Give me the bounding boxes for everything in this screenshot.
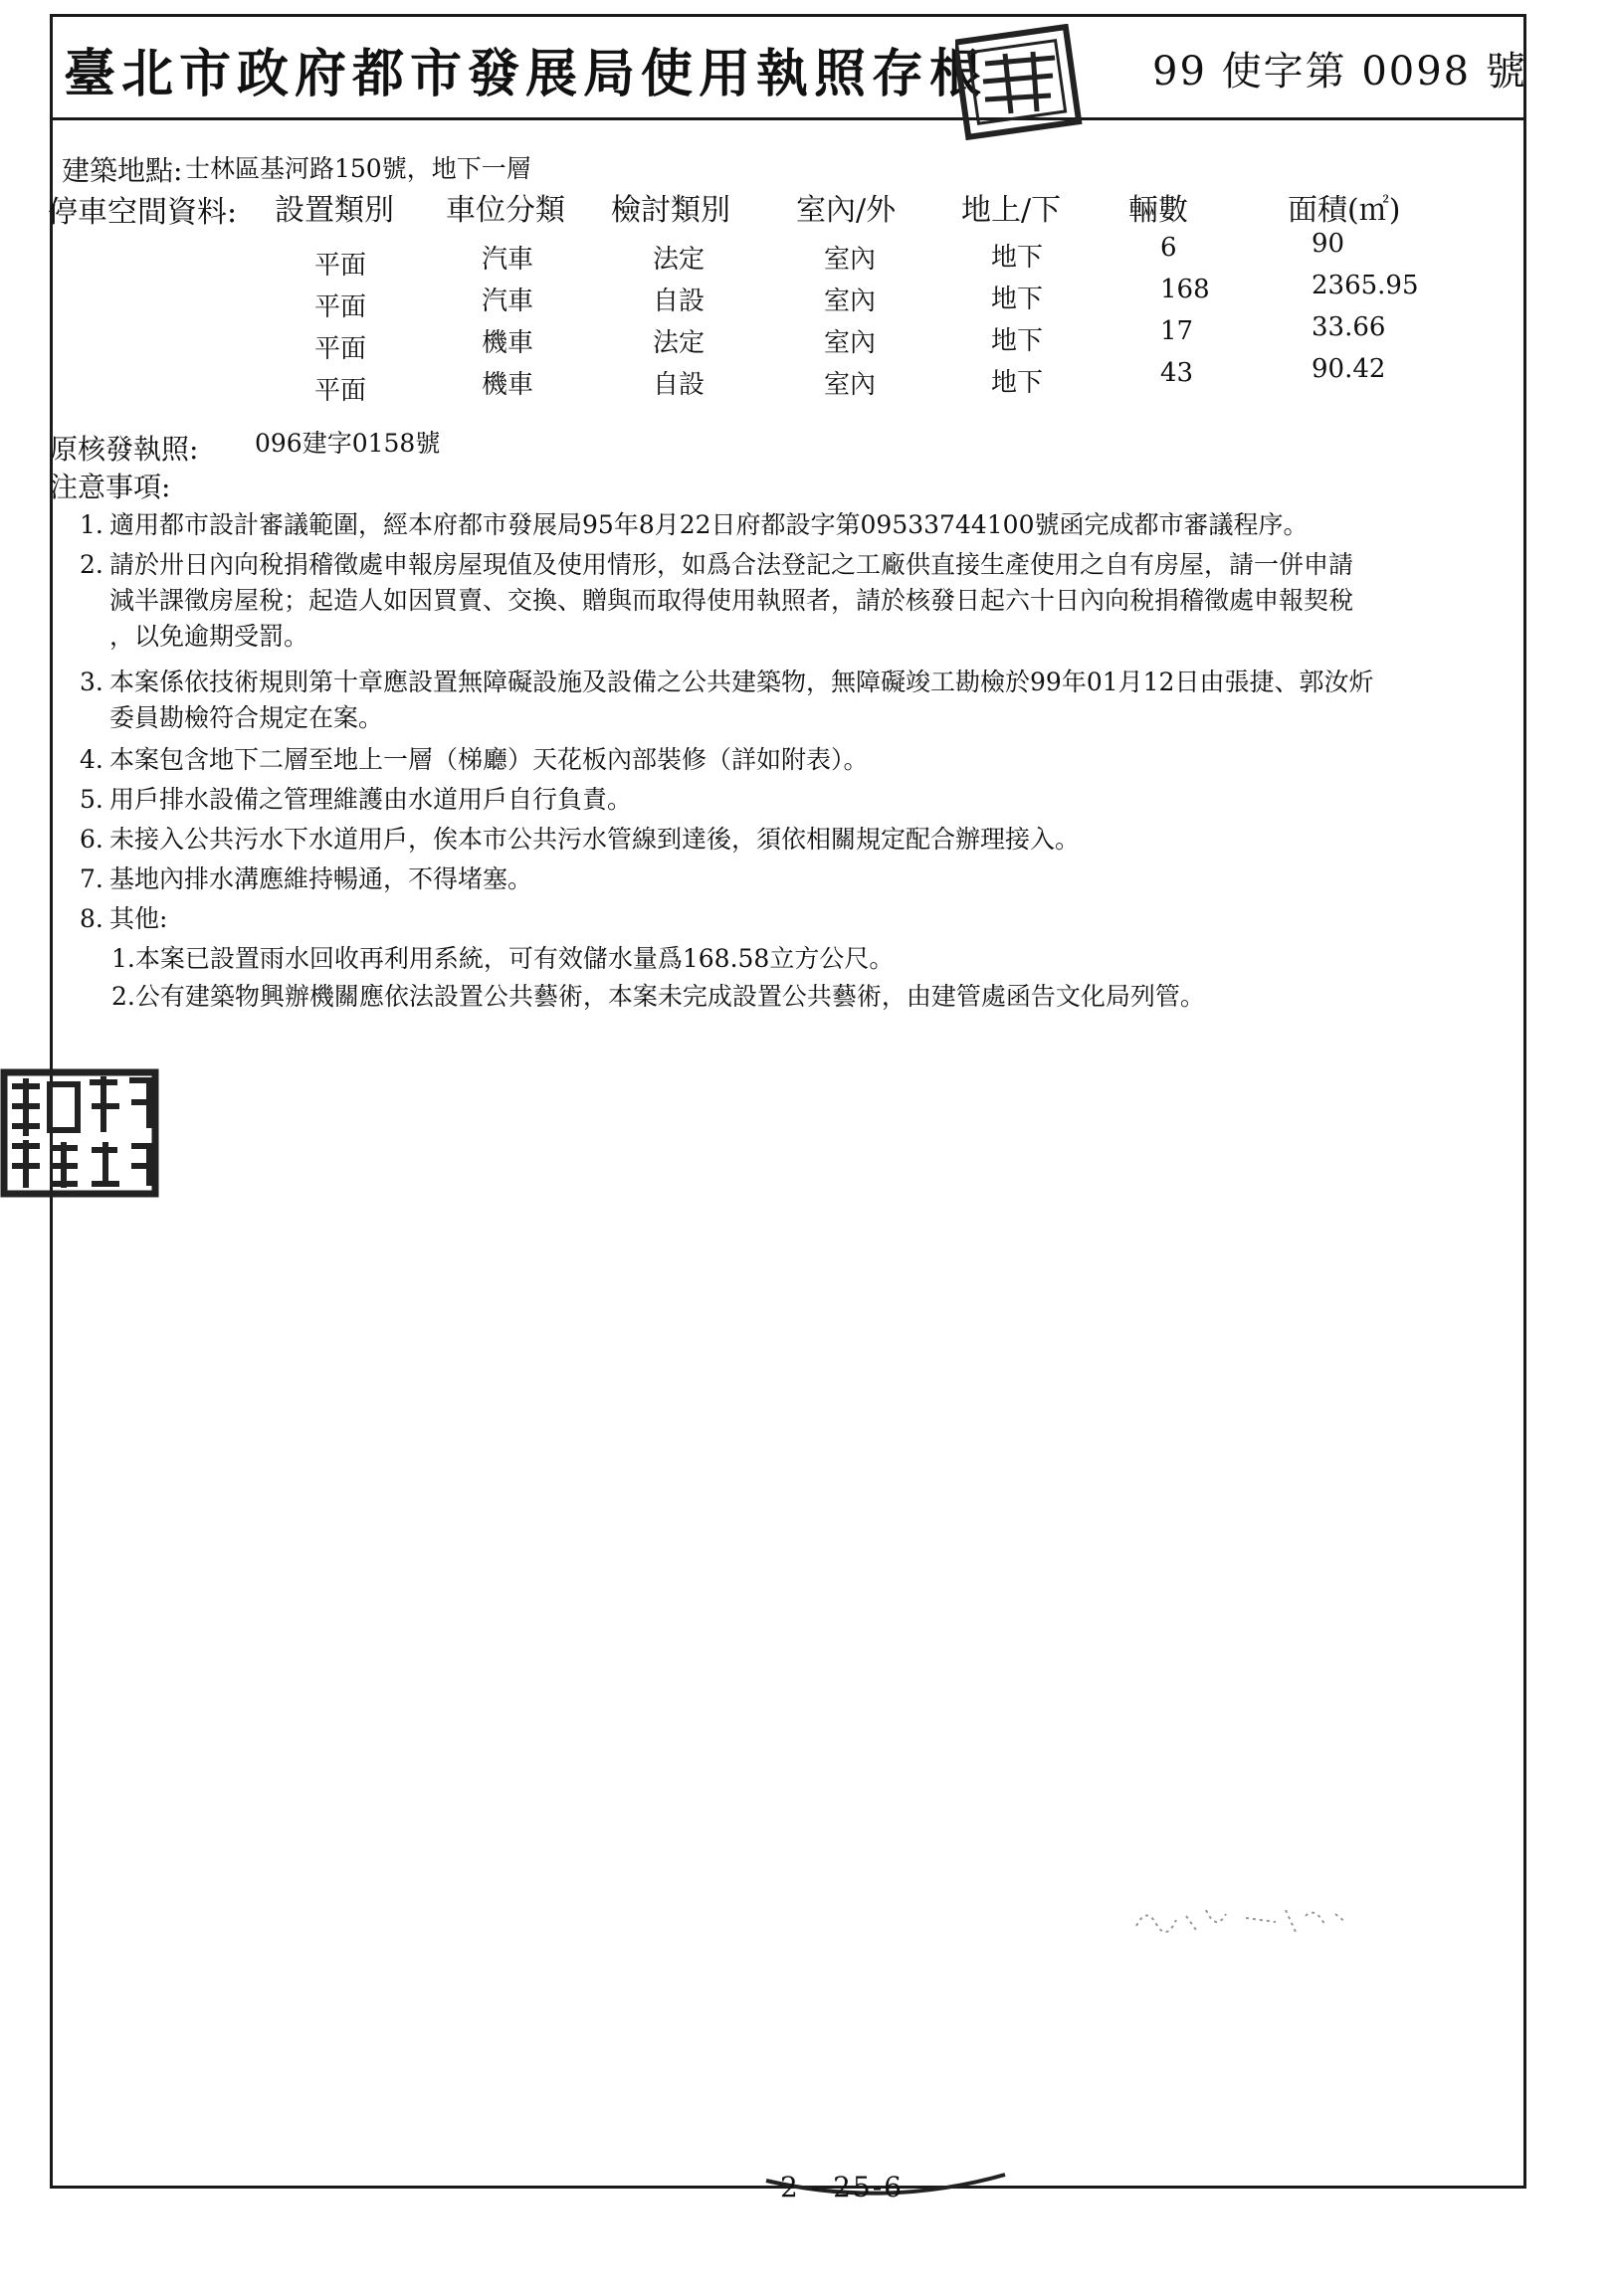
table-cell: 法定 — [653, 245, 706, 275]
table-cell: 33.66 — [1312, 312, 1386, 342]
table-cell: 90.42 — [1312, 354, 1386, 384]
table-cell: 法定 — [653, 328, 706, 358]
note-number: 5. — [80, 785, 103, 814]
table-cell: 2365.95 — [1312, 271, 1419, 300]
note-text: 未接入公共污水下水道用戶，俟本市公共污水管線到達後，須依相關規定配合辦理接入。 — [109, 825, 1081, 854]
table-cell: 地下 — [991, 243, 1044, 273]
parking-header-class: 車位分類 — [446, 193, 565, 228]
table-cell: 機車 — [482, 328, 534, 358]
faint-handwriting-mark — [1126, 1896, 1355, 1942]
document-frame — [50, 14, 1526, 2189]
note-item-8 — [80, 899, 167, 935]
note-item-1 — [80, 505, 1309, 541]
parking-header-count: 輛數 — [1128, 193, 1188, 228]
parking-label: 停車空間資料: — [48, 195, 238, 230]
note-text: 本案包含地下二層至地上一層（梯廳）天花板內部裝修（詳如附表）。 — [109, 745, 869, 774]
note-number: 2. — [80, 550, 103, 579]
document-title: 臺北市政府都市發展局使用執照存根 — [64, 44, 988, 104]
location-value: 士林區基河路150號，地下一層 — [185, 154, 531, 183]
table-cell: 自設 — [653, 370, 706, 400]
note-text-continued: ，以免逾期受罰。 — [109, 622, 309, 651]
official-seal-stamp — [955, 24, 1085, 141]
note-item-6 — [80, 820, 1080, 856]
table-cell: 室內 — [824, 328, 877, 358]
table-cell: 地下 — [991, 326, 1044, 356]
table-cell: 室內 — [824, 245, 877, 275]
side-seal-stamp — [0, 1066, 159, 1200]
note-number: 7. — [80, 864, 103, 893]
permit-number: 99 使字第 0098 號 — [1152, 49, 1527, 95]
note-item-3 — [80, 663, 1373, 698]
table-cell: 汽車 — [482, 245, 534, 275]
table-cell: 平面 — [314, 376, 367, 406]
note-text: 用戶排水設備之管理維護由水道用戶自行負責。 — [109, 785, 633, 814]
note-text: 基地內排水溝應維持暢通，不得堵塞。 — [109, 864, 533, 893]
table-cell: 17 — [1160, 316, 1194, 346]
location-label: 建築地點: — [62, 154, 183, 187]
table-cell: 室內 — [824, 370, 877, 400]
table-cell: 地下 — [991, 368, 1044, 398]
note-other-1: 1.本案已設置雨水回收再利用系統，可有效儲水量爲168.58立方公尺。 — [111, 944, 895, 973]
table-cell: 平面 — [314, 292, 367, 322]
note-item-4 — [80, 740, 869, 776]
title-divider — [50, 117, 1526, 120]
parking-header-indoor: 室內/外 — [796, 193, 897, 228]
note-item-5 — [80, 780, 632, 816]
table-cell: 43 — [1160, 358, 1194, 388]
parking-header-review: 檢討類別 — [611, 193, 730, 228]
note-text: 適用都市設計審議範圍，經本府都市發展局95年8月22日府都設字第09533744100號函完成都市審議程序。 — [109, 510, 1309, 539]
note-number: 6. — [80, 825, 103, 854]
table-cell: 平面 — [314, 334, 367, 364]
table-cell: 168 — [1160, 275, 1210, 304]
note-item-2 — [80, 545, 1353, 581]
table-cell: 平面 — [314, 251, 367, 281]
notes-label: 注意事項: — [50, 471, 171, 503]
page-stamp-number: 2 - 25-6 — [780, 2171, 904, 2203]
note-text: 其他: — [109, 904, 168, 933]
parking-header-area: 面積(㎡) — [1288, 193, 1401, 228]
parking-header-level: 地上/下 — [961, 193, 1062, 228]
table-cell: 汽車 — [482, 287, 534, 316]
table-cell: 自設 — [653, 287, 706, 316]
note-item-7 — [80, 860, 532, 895]
table-cell: 地下 — [991, 285, 1044, 314]
note-number: 4. — [80, 745, 103, 774]
original-license-label: 原核發執照: — [50, 433, 199, 466]
note-other-2: 2.公有建築物興辦機關應依法設置公共藝術，本案未完成設置公共藝術，由建管處函告文化局列管。 — [111, 982, 1205, 1011]
note-text: 請於卅日內向稅捐稽徵處申報房屋現值及使用情形，如爲合法登記之工廠供直接生產使用之自有房屋，請一併申請 — [109, 550, 1354, 579]
note-number: 1. — [80, 510, 103, 539]
note-text-continued: 委員勘檢符合規定在案。 — [109, 703, 384, 732]
table-cell: 90 — [1312, 229, 1345, 259]
note-number: 8. — [80, 904, 103, 933]
note-number: 3. — [80, 668, 103, 696]
table-cell: 室內 — [824, 287, 877, 316]
original-license-value: 096建字0158號 — [255, 429, 441, 458]
note-text-continued: 減半課徵房屋稅；起造人如因買賣、交換、贈與而取得使用執照者，請於核發日起六十日內向稅捐稽徵處申報契稅 — [109, 586, 1354, 615]
table-cell: 機車 — [482, 370, 534, 400]
table-cell: 6 — [1160, 233, 1177, 263]
parking-header-type: 設置類別 — [275, 193, 394, 228]
note-text: 本案係依技術規則第十章應設置無障礙設施及設備之公共建築物，無障礙竣工勘檢於99年01月12日由張捷、郭汝炘 — [109, 668, 1374, 696]
